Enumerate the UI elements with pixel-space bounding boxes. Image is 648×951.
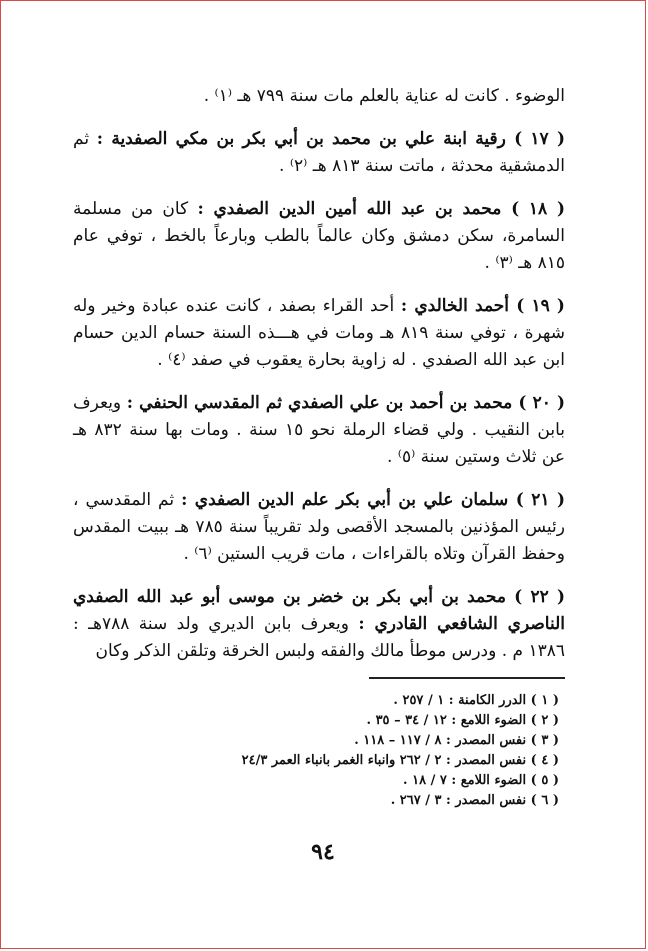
intro-paragraph	[73, 83, 565, 110]
entry-heading: ( ٢٢ ) محمد بن أبي بكر بن خضر بن موسى أبو عبد الله الصفدي الناصري الشافعي القادري :	[73, 587, 566, 634]
intro-text: الوضوء . كانت له عناية بالعلم مات سنة ٧٩٩ هـ ⁽١⁾ .	[203, 86, 565, 106]
entry-body: ثم الدمشقية محدثة ، ماتت سنة ٨١٣ هـ ⁽٢⁾ .	[73, 129, 565, 176]
entry-22	[73, 584, 565, 665]
entry-heading: ( ١٨ ) محمد بن عبد الله أمين الدين الصفدي :	[197, 199, 566, 219]
footnote-divider	[369, 677, 565, 679]
footnote-6: ( ٦ ) نفس المصدر : ٣ / ٢٦٧ .	[390, 793, 559, 808]
footnote-3: ( ٣ ) نفس المصدر : ٨ / ١١٧ – ١١٨ .	[354, 733, 559, 748]
footnote-4: ( ٤ ) نفس المصدر : ٢ / ٢٦٢ وانباء الغمر بانباء العمر ٢٤/٣	[241, 753, 559, 768]
entry-heading: ( ٢٠ ) محمد بن أحمد بن علي الصفدي ثم المقدسي الحنفي :	[126, 393, 566, 413]
entry-heading: ( ١٧ ) رقية ابنة علي بن محمد بن أبي بكر بن مكي الصفدية :	[96, 129, 565, 149]
entry-body: ثم المقدسي ، رئيس المؤذنين بالمسجد الأقصى ولد تقريباً سنة ٧٨٥ هـ ببيت المقدس وحفظ القرآن وتلاه بالقراءات ، مات قريب الستين ⁽٦⁾ .	[73, 490, 565, 564]
entry-body: ويعرف بابن الديري ولد سنة ٧٨٨هـ : ١٣٨٦ م . ودرس موطأ مالك والفقه ولبس الخرقة وتلقن الذكر وكان	[73, 614, 565, 661]
entry-body: كان من مسلمة السامرة، سكن دمشق وكان عالماً بالطب وبارعاً بالخط ، توفي عام ٨١٥ هـ ⁽٣⁾ .	[73, 199, 565, 273]
entry-21	[73, 487, 565, 568]
entry-19	[73, 293, 565, 374]
footnote-2: ( ٢ ) الضوء اللامع : ١٢ / ٣٤ – ٣٥ .	[366, 713, 559, 728]
footnotes	[171, 691, 559, 811]
footnote-5: ( ٥ ) الضوء اللامع : ٧ / ١٨ .	[403, 773, 559, 788]
entry-heading: ( ١٩ ) أحمد الخالدي :	[400, 296, 565, 316]
entry-heading: ( ٢١ ) سلمان علي بن أبي بكر علم الدين الصفدي :	[181, 490, 565, 510]
entry-20	[73, 390, 565, 471]
entry-18	[73, 196, 565, 277]
main-text	[73, 83, 565, 681]
page-number: ٩٤	[311, 839, 335, 865]
footnote-1: ( ١ ) الدرر الكامنة : ١ / ٢٥٧ .	[393, 693, 559, 708]
entry-body: أحد القراء بصفد ، كانت عنده عبادة وخير وله شهرة ، توفي سنة ٨١٩ هـ ومات في هـــذه السنة حسام الدين حسام ابن عبد الله الصفدي . له زاوية بحارة يعقوب في صفد ⁽٤⁾ .	[73, 296, 565, 370]
entry-17	[73, 126, 565, 180]
entry-body: ويعرف بابن النقيب . ولي قضاء الرملة نحو ١٥ سنة . ومات بها سنة ٨٣٢ هـ عن ثلاث وستين سنة ⁽٥⁾ .	[73, 393, 565, 467]
